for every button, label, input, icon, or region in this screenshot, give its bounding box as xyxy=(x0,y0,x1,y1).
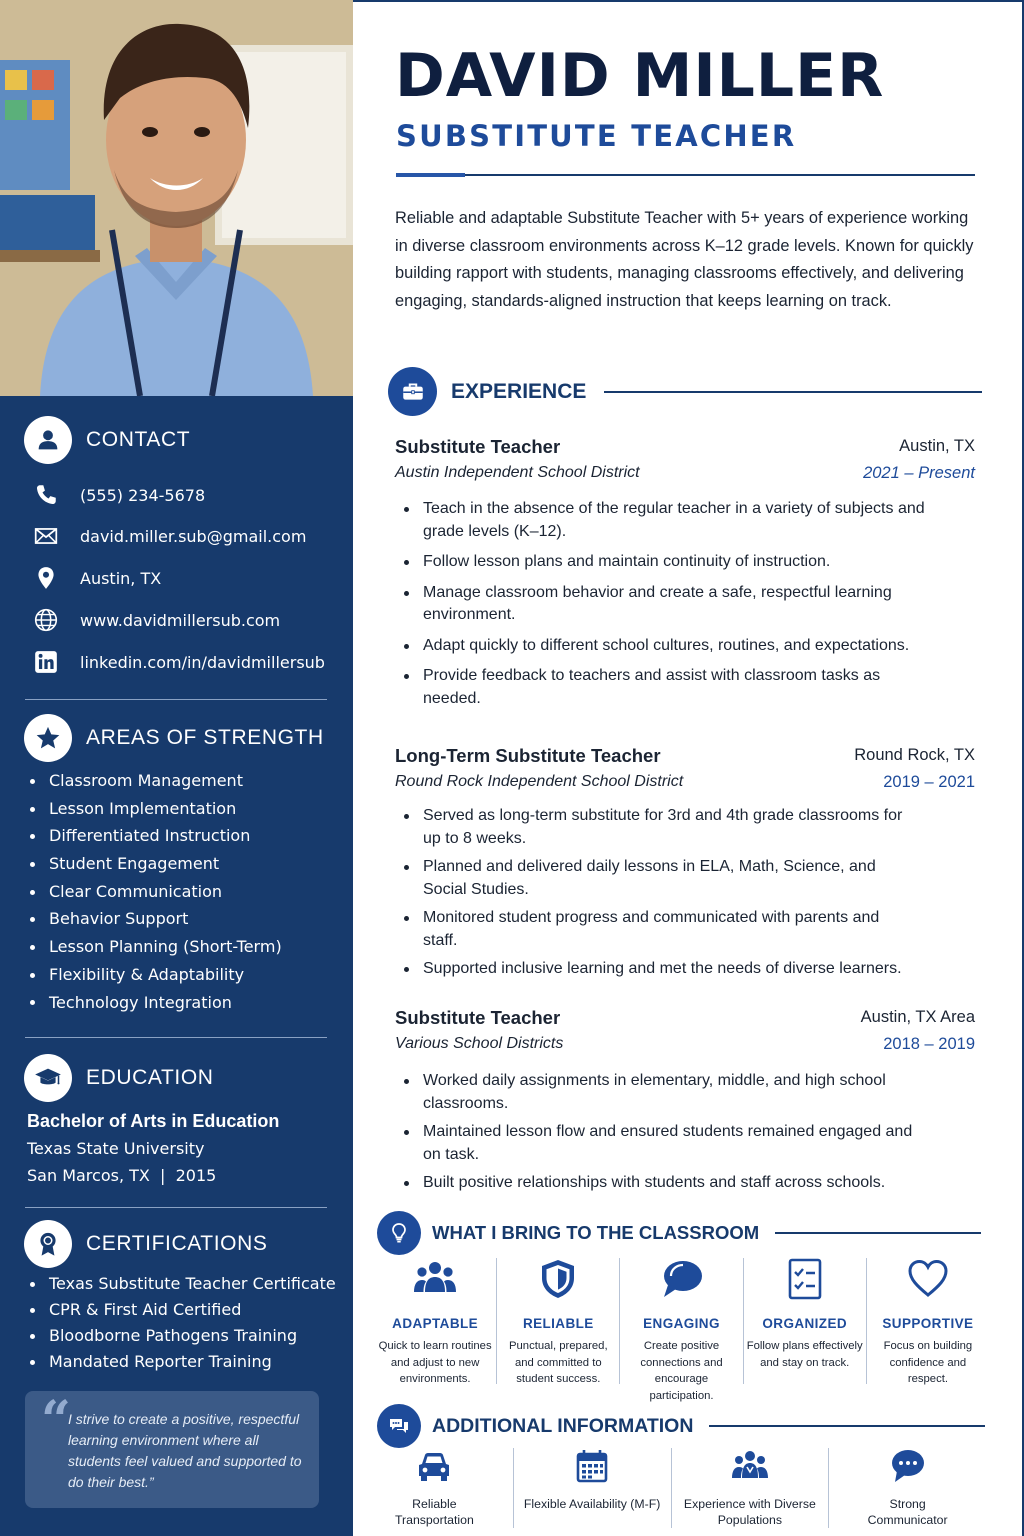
list-item: Adapt quickly to different school cultures, routines, and expectations. xyxy=(401,635,951,658)
certifications-heading xyxy=(24,1220,267,1268)
job-2-bullets xyxy=(401,805,921,981)
additional-label: Flexible Availability (M-F) xyxy=(523,1497,661,1511)
shield-icon xyxy=(536,1258,580,1300)
bring-desc: Punctual, prepared, and committed to student success. xyxy=(508,1340,608,1385)
experience-title: EXPERIENCE xyxy=(451,379,587,403)
calendar-icon xyxy=(573,1448,611,1488)
contact-phone[interactable] xyxy=(32,481,205,509)
list-item: Bloodborne Pathogens Training xyxy=(30,1323,336,1349)
bring-item xyxy=(867,1258,989,1384)
conversation-icon xyxy=(377,1404,421,1448)
lightbulb-icon xyxy=(377,1211,421,1255)
chat-bubble-icon xyxy=(889,1448,927,1488)
bring-title: WHAT I BRING TO THE CLASSROOM xyxy=(432,1222,760,1243)
job-2-dates: 2019 – 2021 xyxy=(883,773,975,791)
contact-location xyxy=(32,564,161,592)
contact-email[interactable] xyxy=(32,522,306,550)
briefcase-icon xyxy=(388,367,437,416)
strengths-list xyxy=(30,767,282,1016)
graduation-cap-icon xyxy=(24,1054,72,1102)
additional-label: Strong Communicator xyxy=(867,1497,948,1527)
bring-item xyxy=(497,1258,620,1384)
teacher-portrait-image xyxy=(0,0,353,396)
phone-text: (555) 234-5678 xyxy=(80,485,206,505)
additional-item xyxy=(514,1448,672,1528)
car-icon xyxy=(415,1448,453,1488)
job-2-title: Long-Term Substitute Teacher xyxy=(395,745,661,766)
job-3-org: Various School Districts xyxy=(395,1035,564,1052)
title-divider-accent xyxy=(396,173,465,177)
location-text: Austin, TX xyxy=(80,568,162,588)
experience-heading xyxy=(388,367,982,416)
sidebar xyxy=(0,0,353,1536)
bring-heading xyxy=(377,1211,981,1255)
list-item: Clear Communication xyxy=(30,878,282,906)
sidebar-divider xyxy=(25,699,327,700)
job-1-location: Austin, TX xyxy=(899,437,975,455)
list-item: Built positive relationships with students and staff across schools. xyxy=(401,1172,951,1195)
star-icon xyxy=(24,714,72,762)
bring-desc: Follow plans effectively and stay on track. xyxy=(746,1340,863,1369)
list-item: Served as long-term substitute for 3rd and 4th grade classrooms for up to 8 weeks. xyxy=(401,805,921,850)
bring-label: RELIABLE xyxy=(522,1316,594,1331)
quote-text: I strive to create a positive, respectful learning environment where all students feel valued and supported to do their best.” xyxy=(68,1411,302,1490)
list-item: Maintained lesson flow and ensured students remained engaged and on task. xyxy=(401,1121,931,1166)
additional-item xyxy=(672,1448,830,1528)
school-place-year: San Marcos, TX | 2015 xyxy=(27,1166,217,1185)
strengths-heading xyxy=(24,714,324,762)
job-2-org: Round Rock Independent School District xyxy=(395,773,684,790)
title-divider xyxy=(396,174,975,176)
list-item: Lesson Planning (Short-Term) xyxy=(30,933,282,961)
bring-desc: Create positive connections and encourage participation. xyxy=(640,1340,723,1402)
list-item: Supported inclusive learning and met the needs of diverse learners. xyxy=(401,958,951,981)
heart-icon xyxy=(906,1258,950,1300)
linkedin-icon xyxy=(32,648,60,676)
bring-label: ADAPTABLE xyxy=(392,1316,479,1331)
contact-heading xyxy=(24,416,190,464)
degree: Bachelor of Arts in Education xyxy=(27,1111,280,1131)
job-3-dates: 2018 – 2019 xyxy=(883,1035,975,1053)
certifications-title: CERTIFICATIONS xyxy=(86,1232,268,1255)
bring-label: ORGANIZED xyxy=(762,1316,848,1331)
certifications-list xyxy=(30,1271,336,1375)
bring-item xyxy=(620,1258,743,1402)
user-icon xyxy=(24,416,72,464)
job-role: SUBSTITUTE TEACHER xyxy=(396,119,797,153)
speech-bubble-icon xyxy=(660,1258,704,1300)
job-2-location: Round Rock, TX xyxy=(854,746,975,764)
email-text: david.miller.sub@gmail.com xyxy=(80,526,307,546)
list-item: Monitored student progress and communicated with parents and staff. xyxy=(401,907,901,952)
list-item: Provide feedback to teachers and assist with classroom tasks as needed. xyxy=(401,665,901,710)
envelope-icon xyxy=(32,522,60,550)
linkedin-text: linkedin.com/in/davidmillersub xyxy=(80,652,325,672)
additional-grid xyxy=(356,1448,986,1528)
bring-item xyxy=(744,1258,867,1384)
list-item: Texas Substitute Teacher Certificate xyxy=(30,1271,336,1297)
job-3-bullets xyxy=(401,1070,931,1195)
list-item: Teach in the absence of the regular teacher in a variety of subjects and grade levels (K–12). xyxy=(401,498,951,543)
bring-desc: Quick to learn routines and adjust to new environments. xyxy=(378,1340,492,1385)
strengths-title: AREAS OF STRENGTH xyxy=(86,726,324,749)
list-item: Behavior Support xyxy=(30,905,282,933)
additional-heading xyxy=(377,1404,985,1448)
bring-label: ENGAGING xyxy=(643,1316,720,1331)
education-block xyxy=(27,1108,279,1189)
list-item: Mandated Reporter Training xyxy=(30,1349,336,1375)
map-pin-icon xyxy=(32,564,60,592)
list-item: Worked daily assignments in elementary, middle, and high school classrooms. xyxy=(401,1070,931,1115)
additional-title: ADDITIONAL INFORMATION xyxy=(432,1414,694,1437)
bring-label: SUPPORTIVE xyxy=(882,1316,974,1331)
additional-label: Reliable Transportation xyxy=(394,1497,474,1527)
award-ribbon-icon xyxy=(24,1220,72,1268)
additional-item xyxy=(356,1448,514,1528)
additional-divider xyxy=(709,1425,985,1427)
sidebar-divider xyxy=(25,1037,327,1038)
job-1-dates: 2021 – Present xyxy=(863,464,975,482)
contact-website[interactable] xyxy=(32,606,280,634)
job-3-title: Substitute Teacher xyxy=(395,1007,561,1028)
job-1-bullets xyxy=(401,498,951,710)
contact-title: CONTACT xyxy=(86,428,191,451)
bring-divider xyxy=(775,1232,981,1234)
list-item: Follow lesson plans and maintain continuity of instruction. xyxy=(401,551,951,574)
contact-linkedin[interactable] xyxy=(32,648,325,676)
education-heading xyxy=(24,1054,214,1102)
diverse-people-icon xyxy=(731,1448,769,1488)
globe-icon xyxy=(32,606,60,634)
profile-photo xyxy=(0,0,353,396)
quote-box xyxy=(25,1391,319,1508)
bring-item xyxy=(374,1258,497,1384)
summary-text: Reliable and adaptable Substitute Teacher with 5+ years of experience working in diverse classroom environments across K–12 grade levels. Known for quickly building rapport with students, managing classrooms effectively, and delivering engaging, standards-aligned instruction that keeps learning on track. xyxy=(395,209,974,310)
bring-grid xyxy=(374,1258,989,1402)
list-item: Differentiated Instruction xyxy=(30,822,282,850)
people-group-icon xyxy=(413,1258,457,1300)
full-name: DAVID MILLER xyxy=(395,41,885,111)
list-item: CPR & First Aid Certified xyxy=(30,1297,336,1323)
list-item: Planned and delivered daily lessons in ELA, Math, Science, and Social Studies. xyxy=(401,856,921,901)
list-item: Flexibility & Adaptability xyxy=(30,961,282,989)
list-item: Classroom Management xyxy=(30,767,282,795)
bring-desc: Focus on building confidence and respect. xyxy=(883,1340,973,1385)
phone-icon xyxy=(32,481,60,509)
sidebar-divider xyxy=(25,1207,327,1208)
list-item: Technology Integration xyxy=(30,989,282,1017)
job-1-org: Austin Independent School District xyxy=(395,464,640,481)
additional-item xyxy=(829,1448,986,1528)
checklist-icon xyxy=(783,1258,827,1300)
job-3-location: Austin, TX Area xyxy=(860,1008,975,1026)
list-item: Manage classroom behavior and create a safe, respectful learning environment. xyxy=(401,582,951,627)
quote-mark-icon: “ xyxy=(41,1390,71,1451)
additional-label: Experience with Diverse Populations xyxy=(683,1497,816,1527)
list-item: Lesson Implementation xyxy=(30,795,282,823)
experience-divider xyxy=(604,391,982,393)
list-item: Student Engagement xyxy=(30,850,282,878)
school: Texas State University xyxy=(27,1139,205,1158)
website-text: www.davidmillersub.com xyxy=(80,610,281,630)
education-title: EDUCATION xyxy=(86,1066,214,1089)
job-1-title: Substitute Teacher xyxy=(395,436,561,457)
